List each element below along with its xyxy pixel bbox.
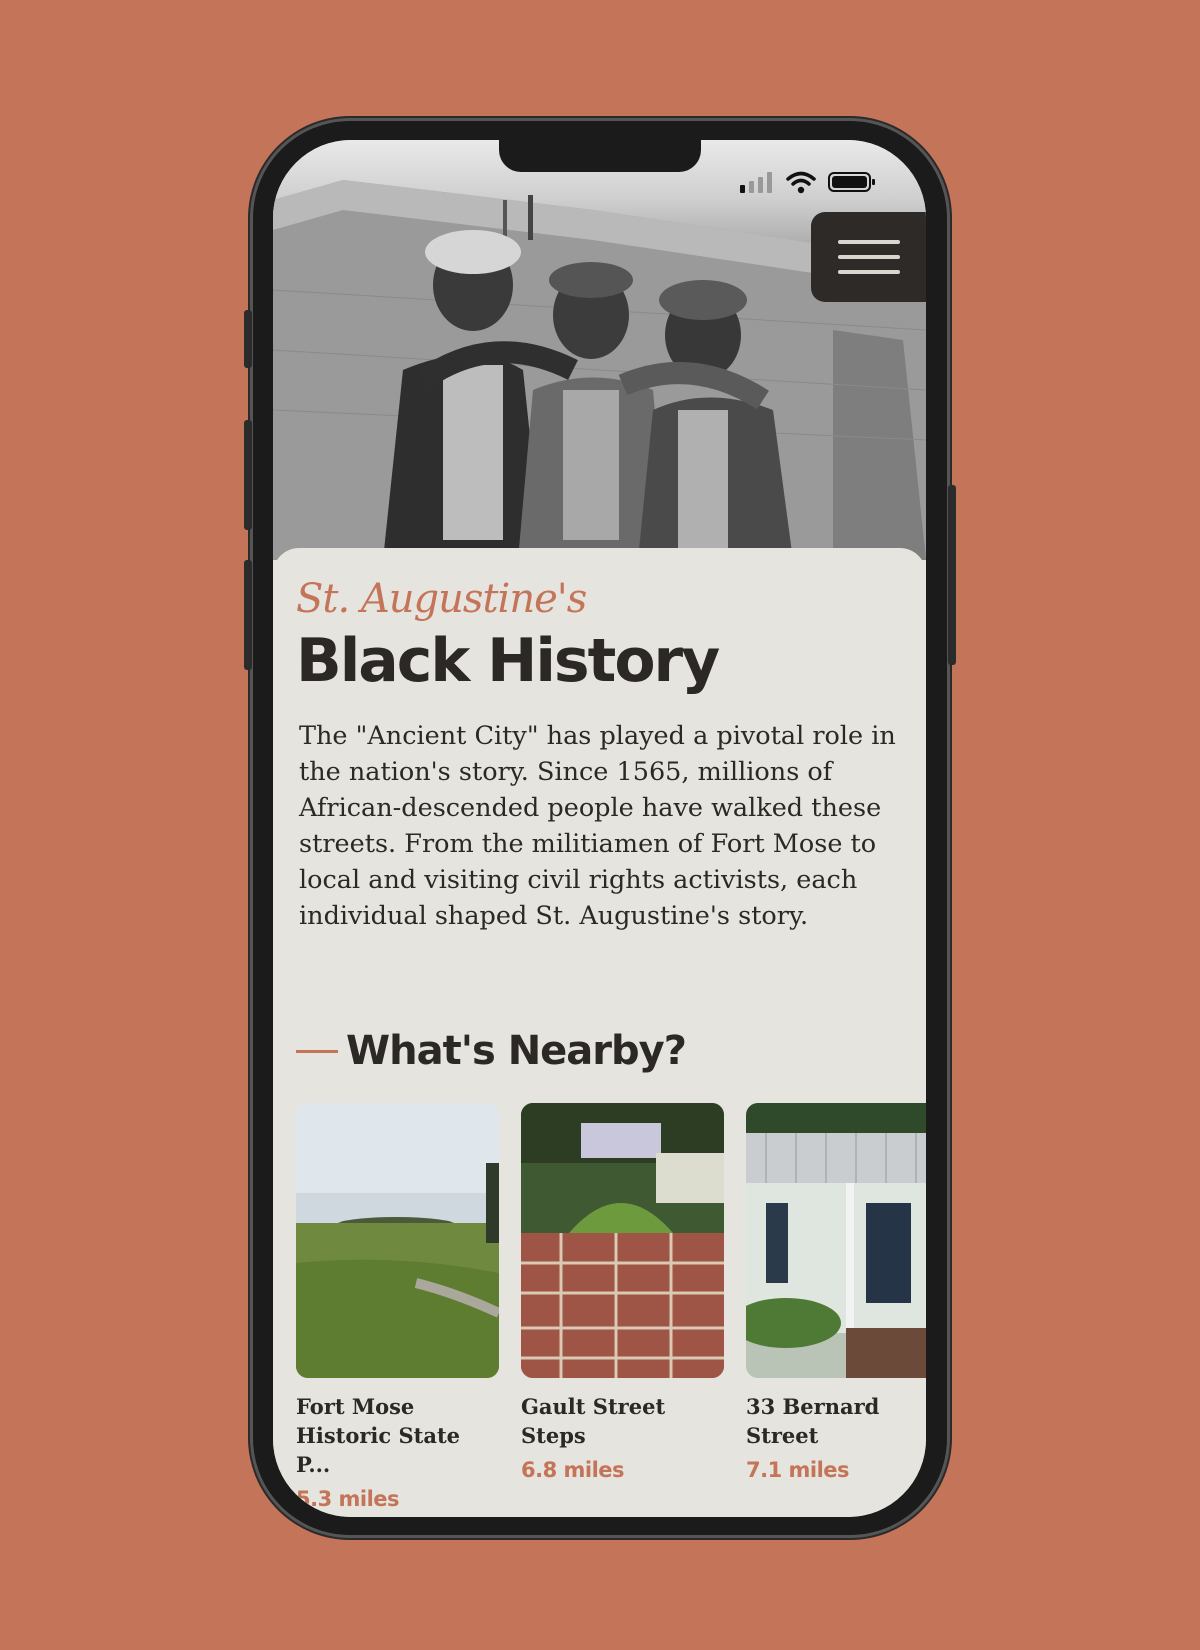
hero-photo (273, 140, 926, 560)
hamburger-menu-icon (838, 240, 900, 244)
cellular-signal-icon (740, 171, 774, 193)
phone-side-button (948, 485, 956, 665)
hero-illustration (273, 140, 926, 560)
page-title: Black History (296, 626, 719, 696)
hamburger-menu-icon (838, 270, 900, 274)
place-card[interactable] (521, 1103, 724, 1482)
place-distance: 6.8 miles (521, 1458, 625, 1482)
place-photo (746, 1103, 926, 1378)
place-card[interactable] (746, 1103, 926, 1482)
status-bar (740, 170, 876, 194)
phone-screen (273, 140, 926, 1517)
place-photo (521, 1103, 724, 1378)
phone-side-button (244, 310, 252, 368)
place-photo (296, 1103, 499, 1378)
nearby-carousel[interactable] (296, 1103, 926, 1511)
battery-icon (828, 171, 876, 193)
phone-side-button (244, 560, 252, 670)
place-distance: 5.3 miles (296, 1487, 400, 1511)
intro-paragraph: The "Ancient City" has played a pivotal role in the nation's story. Since 1565, millions of African-descended people have walked these streets. From the militiamen of Fort Mose to local and visiting civil rights activists, each individual shaped St. Augustine's story. (299, 721, 896, 931)
place-card[interactable] (296, 1103, 499, 1511)
place-distance: 7.1 miles (746, 1458, 850, 1482)
menu-button[interactable] (811, 212, 926, 302)
accent-divider (296, 1050, 338, 1053)
nearby-heading: What's Nearby? (346, 1028, 686, 1074)
hamburger-menu-icon (838, 255, 900, 259)
phone-side-button (244, 420, 252, 530)
page-kicker: St. Augustine's (296, 576, 587, 622)
phone-notch (499, 140, 701, 172)
wifi-icon (786, 170, 816, 194)
content-card (273, 548, 926, 1517)
place-name: Gault Street Steps (521, 1394, 666, 1448)
place-name: 33 Bernard Street (746, 1394, 880, 1448)
nearby-section-header (296, 1028, 686, 1074)
place-name: Fort Mose Historic State P... (296, 1394, 461, 1477)
